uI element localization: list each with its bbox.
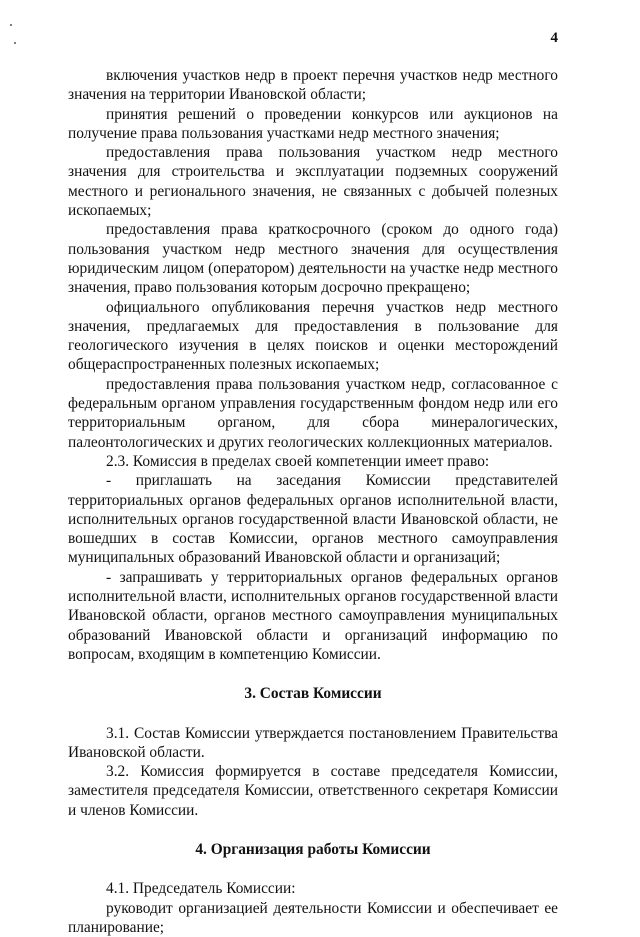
paragraph: принятия решений о проведении конкурсов или аукционов на получение права пользования участками недр местного значения; — [68, 105, 558, 142]
paragraph: 2.3. Комиссия в пределах своей компетенции имеет право: — [106, 452, 490, 470]
section-heading: 4. Организация работы Комиссии — [195, 840, 431, 858]
paragraph: 3.2. Комиссия формируется в составе председателя Комиссии, заместителя председателя Комиссии, ответственного секретаря Комиссии и членов Комиссии. — [68, 763, 558, 819]
document-body — [68, 66, 558, 937]
scan-speck — [10, 24, 12, 26]
paragraph: 4.1. Председатель Комиссии: — [106, 880, 296, 898]
paragraph: предоставления права краткосрочного (сроком до одного года) пользования участком недр местного значения для осуществления юридическим лицом (оператором) деятельности на участке недр местного значения, право пользования которым досрочно прекращено; — [68, 221, 558, 297]
paragraph: предоставления права пользования участком недр местного значения для строительства и эксплуатации подземных сооружений местного и регионального значения, не связанных с добычей полезных ископаемых; — [68, 144, 558, 220]
page-number: 4 — [550, 30, 558, 46]
paragraph: 3.1. Состав Комиссии утверждается постановлением Правительства Ивановской области. — [68, 724, 558, 761]
scan-speck — [14, 42, 16, 44]
section-heading: 3. Состав Комиссии — [244, 685, 382, 703]
paragraph: официального опубликования перечня участков недр местного значения, предлагаемых для предоставления в пользование для геологического изучения в целях поисков и оценки месторождений общераспространенных полезных ископаемых; — [68, 298, 558, 374]
paragraph: - приглашать на заседания Комиссии представителей территориальных органов федеральных органов исполнительной власти, исполнительных органов государственной власти Ивановской области, не вошедших в состав Комиссии, органов местного самоуправления муниципальных образований Ивановской области и организаций; — [68, 472, 558, 567]
paragraph: включения участков недр в проект перечня участков недр местного значения на территории Ивановской области; — [68, 67, 558, 104]
paragraph: предоставления права пользования участком недр, согласованное с федеральным органом управления государственным фондом недр или его территориальным органом, для сбора минералогических, палеонтологических и других геологических коллекционных материалов. — [68, 375, 558, 451]
paragraph: - запрашивать у территориальных органов федеральных органов исполнительной власти, исполнительных органов государственной власти Ивановской области, органов местного самоуправления муниципальных образований Ивановской области и организаций информацию по вопросам, входящим в компетенцию Комиссии. — [68, 568, 558, 663]
paragraph: руководит организацией деятельности Комиссии и обеспечивает ее планирование; — [68, 899, 558, 936]
